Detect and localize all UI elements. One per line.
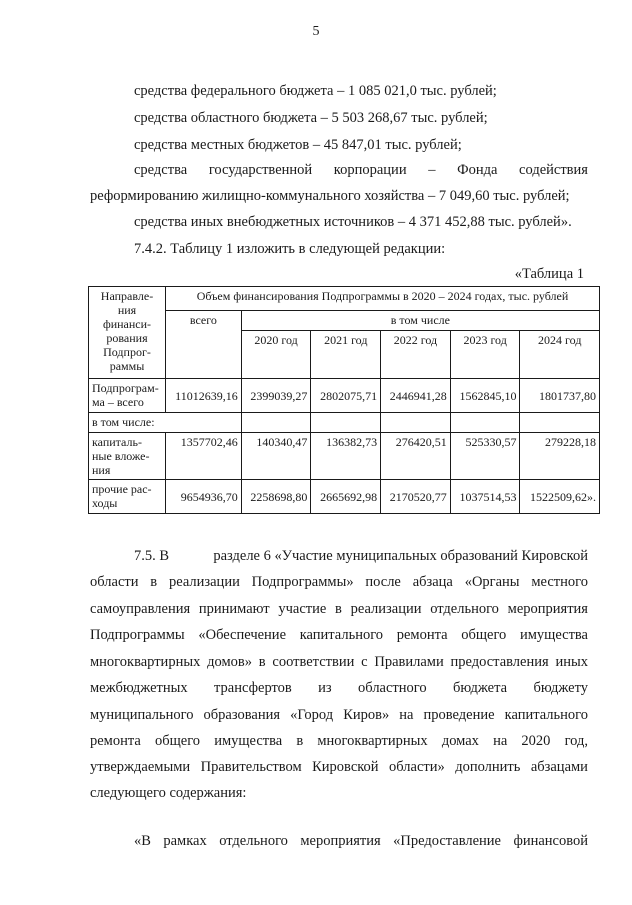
word: имущества bbox=[519, 627, 588, 643]
regional-budget-line: средства областного бюджета – 5 503 268,67 тыс. рублей; bbox=[134, 110, 488, 126]
word: из bbox=[318, 680, 332, 696]
table-row bbox=[89, 413, 600, 433]
quote-line: «В рамках отдельного мероприятия «Предоставление финансовой bbox=[134, 833, 588, 849]
row-value: 1562845,10 bbox=[450, 379, 520, 413]
word: трансфертов bbox=[214, 680, 292, 696]
state-corp-line bbox=[134, 161, 588, 179]
word: разделе 6 «Участие муниципальных образований Кировской bbox=[213, 548, 588, 564]
word: ремонта bbox=[396, 627, 448, 643]
row-value: 1522509,62». bbox=[520, 480, 600, 514]
row-value: 1801737,80 bbox=[520, 379, 600, 413]
row-total: 11012639,16 bbox=[166, 379, 242, 413]
section-line bbox=[90, 573, 588, 591]
word: мероприятия bbox=[507, 601, 588, 617]
word: многоквартирных bbox=[317, 733, 428, 749]
section-line bbox=[90, 626, 588, 644]
row-value: 2170520,77 bbox=[381, 480, 451, 514]
word: участие bbox=[278, 601, 327, 617]
word: абзацами bbox=[530, 759, 588, 775]
row-value: 136382,73 bbox=[311, 433, 381, 480]
word: с bbox=[361, 654, 368, 670]
word: дополнить bbox=[455, 759, 521, 775]
word: многоквартирных bbox=[90, 654, 201, 670]
page-number: 5 bbox=[312, 24, 320, 39]
year-header: 2020 год bbox=[241, 331, 311, 379]
row-value: 2802075,71 bbox=[311, 379, 381, 413]
word: областного bbox=[358, 680, 427, 696]
table-row bbox=[89, 433, 600, 480]
word: предоставления bbox=[450, 654, 549, 670]
word: общего bbox=[154, 733, 201, 749]
word: реализации bbox=[168, 574, 240, 590]
table-row bbox=[89, 379, 600, 413]
word: Фонда bbox=[457, 162, 498, 178]
row-value: 1037514,53 bbox=[450, 480, 520, 514]
word: в bbox=[296, 733, 304, 749]
word: Подпрограммы bbox=[90, 627, 185, 643]
word: домов» bbox=[207, 654, 252, 670]
word: средства bbox=[134, 162, 188, 178]
including-header: в том числе bbox=[241, 311, 599, 331]
row-value: 276420,51 bbox=[381, 433, 451, 480]
item-7-4-2: 7.4.2. Таблицу 1 изложить в следующей редакции: bbox=[134, 241, 446, 257]
word: образования bbox=[203, 707, 281, 723]
word: на bbox=[493, 733, 508, 749]
year-header: 2023 год bbox=[450, 331, 520, 379]
table-row bbox=[89, 480, 600, 514]
word: Киров» bbox=[343, 707, 390, 723]
year-header: 2022 год bbox=[381, 331, 451, 379]
word: «Органы bbox=[464, 574, 520, 590]
word: абзаца bbox=[412, 574, 453, 590]
year-header: 2024 год bbox=[520, 331, 600, 379]
word: «Обеспечение bbox=[198, 627, 287, 643]
row-label: прочие рас- ходы bbox=[89, 480, 166, 514]
section-line bbox=[90, 600, 588, 618]
word: Подпрограммы» bbox=[251, 574, 354, 590]
word: содействия bbox=[519, 162, 588, 178]
word: бюджету bbox=[533, 680, 588, 696]
word: на bbox=[399, 707, 414, 723]
word: общего bbox=[461, 627, 507, 643]
row-label: в том числе: bbox=[89, 413, 242, 433]
word: соответствии bbox=[272, 654, 355, 670]
row-value: 525330,57 bbox=[450, 433, 520, 480]
word: области bbox=[90, 574, 139, 590]
word: «Город bbox=[290, 707, 334, 723]
row-value: 2399039,27 bbox=[241, 379, 311, 413]
row-value: 2446941,28 bbox=[381, 379, 451, 413]
word: местного bbox=[531, 574, 588, 590]
row-total: 1357702,46 bbox=[166, 433, 242, 480]
financing-table bbox=[88, 286, 600, 514]
federal-budget-line: средства федерального бюджета – 1 085 021,0 тыс. рублей; bbox=[134, 83, 497, 99]
section-line bbox=[90, 732, 588, 750]
other-sources-line: средства иных внебюджетных источников – 4 371 452,88 тыс. рублей». bbox=[134, 214, 572, 230]
row-value: 279228,18 bbox=[520, 433, 600, 480]
word: межбюджетных bbox=[90, 680, 188, 696]
table-label: «Таблица 1 bbox=[514, 266, 584, 282]
word: области» bbox=[389, 759, 445, 775]
section-line bbox=[90, 653, 588, 671]
year-header: 2021 год bbox=[311, 331, 381, 379]
word: после bbox=[365, 574, 401, 590]
section-line bbox=[134, 547, 588, 565]
volume-header: Объем финансирования Подпрограммы в 2020 – 2024 годах, тыс. рублей bbox=[166, 287, 600, 311]
row-label: капиталь- ные вложе- ния bbox=[89, 433, 166, 480]
word: капитального bbox=[504, 707, 588, 723]
word: год, bbox=[564, 733, 588, 749]
local-budget-line: средства местных бюджетов – 45 847,01 тыс. рублей; bbox=[134, 137, 462, 153]
state-corp-line-2: реформированию жилищно-коммунального хозяйства – 7 049,60 тыс. рублей; bbox=[90, 188, 570, 204]
word: капитального bbox=[299, 627, 384, 643]
row-value: 2258698,80 bbox=[241, 480, 311, 514]
section-line bbox=[90, 758, 588, 776]
word: 7.5. В bbox=[134, 548, 170, 564]
section-line: следующего содержания: bbox=[90, 785, 247, 801]
word: реализации bbox=[350, 601, 422, 617]
word: – bbox=[428, 162, 436, 178]
word: Кировской bbox=[312, 759, 379, 775]
row-total: 9654936,70 bbox=[166, 480, 242, 514]
word: имущества bbox=[214, 733, 283, 749]
word: проведение bbox=[423, 707, 495, 723]
word: в bbox=[258, 654, 266, 670]
word: самоуправления bbox=[90, 601, 191, 617]
word: бюджета bbox=[453, 680, 508, 696]
total-header: всего bbox=[166, 311, 242, 379]
word: принимают bbox=[198, 601, 270, 617]
word: ремонта bbox=[90, 733, 141, 749]
word: в bbox=[150, 574, 158, 590]
word: утверждаемыми bbox=[90, 759, 191, 775]
word: Правительством bbox=[200, 759, 302, 775]
row-label: Подпрограм- ма – всего bbox=[89, 379, 166, 413]
row-value: 140340,47 bbox=[241, 433, 311, 480]
word: в bbox=[335, 601, 342, 617]
word: корпорации bbox=[333, 162, 407, 178]
word: домах bbox=[441, 733, 479, 749]
word: иных bbox=[555, 654, 588, 670]
word: муниципального bbox=[90, 707, 194, 723]
section-line bbox=[90, 679, 588, 697]
direction-header: Направле- ния финанси- рования Подпрог- раммы bbox=[89, 287, 166, 379]
word: Правилами bbox=[374, 654, 444, 670]
word: 2020 bbox=[521, 733, 551, 749]
row-value: 2665692,98 bbox=[311, 480, 381, 514]
section-line bbox=[90, 706, 588, 724]
word: отдельного bbox=[430, 601, 499, 617]
word: государственной bbox=[208, 162, 313, 178]
